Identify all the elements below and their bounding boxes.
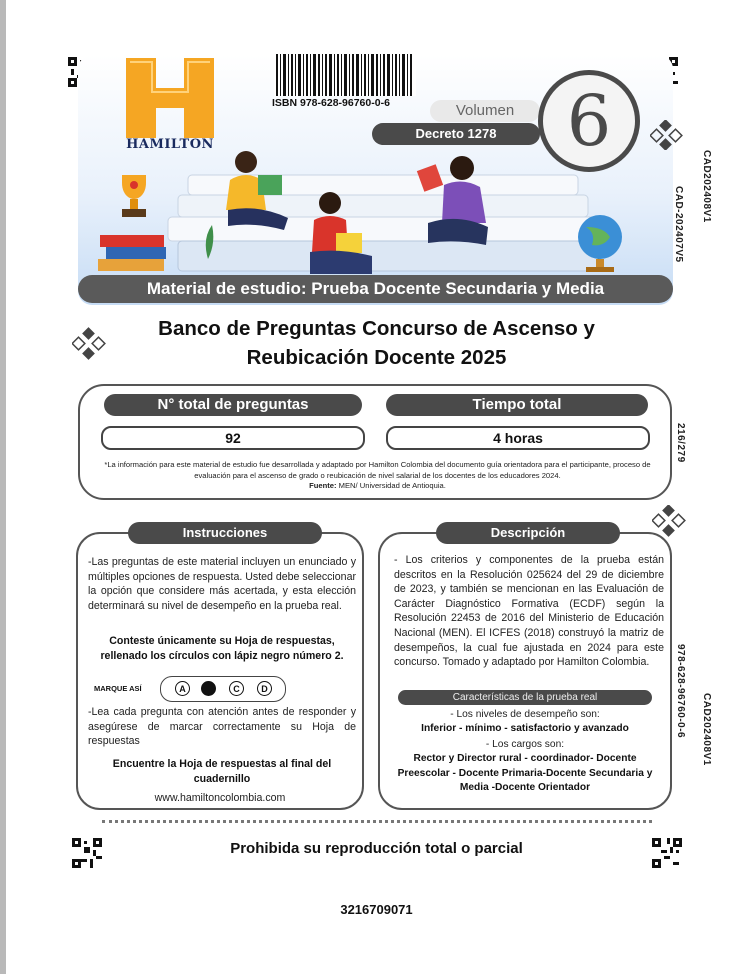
dotted-divider	[102, 820, 652, 823]
side-code-3: CAD202408V1	[701, 693, 712, 766]
instructions-bold-1: Conteste únicamente su Hoja de respuestas, rellenado los círculos con lápiz negro número 2.	[100, 635, 344, 662]
qr-code-icon	[652, 838, 682, 868]
time-label: Tiempo total	[386, 394, 648, 416]
description-title: Descripción	[436, 522, 620, 544]
isbn-text: ISBN 978-628-96760-0-6	[272, 97, 390, 109]
barcode-icon	[274, 54, 416, 96]
time-value: 4 horas	[386, 426, 650, 450]
brand-name: HAMILTON	[126, 137, 214, 152]
volume-label: Volumen	[430, 100, 540, 122]
page-edge	[0, 0, 6, 974]
qr-code-icon	[72, 838, 102, 868]
instructions-title: Instrucciones	[128, 522, 322, 544]
questions-value: 92	[101, 426, 365, 450]
description-paragraph: - Los criterios y componentes de la prueba están descritos en la Resolución 025624 del 29 de diciembre de 2023, y también se mencionan en las Evaluación de Carácter Diagnóstico Formativa (ECDF) según la Resolución 22453 de 2016 del Ministerio de Educación Nacional (MEN). El ICFES (2018) construyó la matriz de desempeños, la cual fue ajustada en 2024 para este concurso. Tomado y adaptado por Hamilton Colombia.	[394, 554, 664, 669]
marque-label: MARQUE ASÍ	[94, 684, 142, 693]
diamond-decoration-icon	[652, 505, 686, 537]
side-code-1: CAD202408V1	[701, 150, 712, 223]
option-b-bubble-filled	[201, 681, 216, 696]
side-page-code: 216/279	[675, 423, 686, 463]
instructions-bold-2: Encuentre la Hoja de respuestas al final del cuadernillo	[112, 758, 332, 785]
levels-intro: - Los niveles de desempeño son:	[450, 709, 600, 720]
roles-list: Rector y Director rural - coordinador- Docente Preescolar - Docente Primaria-Docente Secundaria y Media -Docente Orientador	[397, 753, 653, 793]
volume-number: 6	[538, 70, 640, 172]
website-link[interactable]: www.hamiltoncolombia.com	[154, 792, 286, 804]
side-isbn: 978-628-96760-0-6	[675, 644, 686, 739]
phone-number: 3216709071	[340, 902, 413, 917]
decree-badge: Decreto 1278	[372, 123, 540, 145]
roles-intro: - Los cargos son:	[485, 739, 565, 750]
instructions-paragraph-1: -Las preguntas de este material incluyen un enunciado y múltiples opciones de respuesta. Usted debe seleccionar la opción que considere más acertada, y esta elección determinará su nivel de desempeño en la prueba real.	[88, 556, 356, 612]
material-banner: Material de estudio: Prueba Docente Secundaria y Media	[78, 275, 673, 303]
characteristics-title: Características de la prueba real	[398, 690, 652, 705]
hamilton-logo-icon	[126, 58, 214, 138]
option-a-bubble: A	[175, 681, 190, 696]
diamond-decoration-icon	[650, 120, 684, 150]
answer-example	[160, 676, 286, 702]
option-d-bubble: D	[257, 681, 272, 696]
levels-list: Inferior - mínimo - satisfactorio y avanzado	[421, 723, 629, 734]
side-code-2: CAD-202407V5	[673, 186, 684, 263]
instructions-paragraph-2: -Lea cada pregunta con atención antes de responder y asegúrese de marcar correctamente su Hoja de respuestas	[88, 706, 356, 748]
info-note: *La información para este material de estudio fue desarrollada y adaptado por Hamilton Colombia del documento guía orientadora para el participante, proceso de evaluación para el ascenso de grado o reubicación de nivel salarial de los docentes de los educadores 2024. Fuente: MEN/ Universidad de Antioquia.	[104, 460, 651, 490]
option-c-bubble: C	[229, 681, 244, 696]
questions-label: N° total de preguntas	[104, 394, 362, 416]
page-title: Banco de Preguntas Concurso de Ascenso y Reubicación Docente 2025	[158, 317, 595, 369]
prohibition-notice: Prohibida su reproducción total o parcial	[230, 840, 523, 857]
